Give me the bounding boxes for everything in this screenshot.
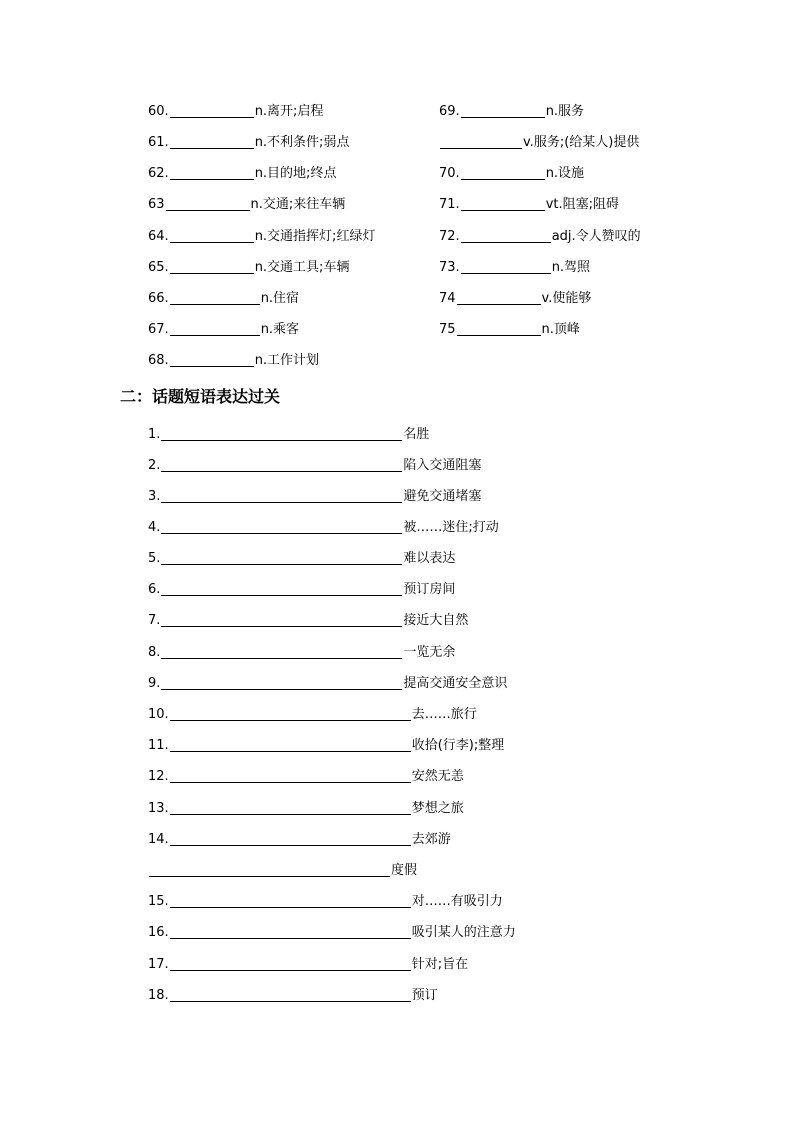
item-number: 65. (148, 260, 169, 275)
phrase-item-13 (148, 800, 464, 818)
answer-blank[interactable] (170, 769, 411, 783)
item-number: 7. (148, 613, 161, 628)
vocab-item-61 (148, 134, 349, 152)
answer-blank[interactable] (166, 197, 250, 211)
answer-blank[interactable] (161, 520, 402, 534)
item-number: 71. (439, 197, 460, 212)
vocab-item-68 (148, 352, 319, 370)
answer-blank[interactable] (461, 229, 551, 243)
item-number: 3. (148, 489, 161, 504)
item-meaning: 收拾(行李);整理 (411, 738, 505, 753)
vocab-item-69 (439, 103, 584, 121)
item-meaning: 陷入交通阻塞 (403, 458, 482, 473)
vocab-item-64 (148, 228, 375, 246)
item-number: 70. (439, 166, 460, 181)
item-number: 60. (148, 104, 169, 119)
phrase-item-9 (148, 675, 507, 693)
answer-blank[interactable] (149, 863, 390, 877)
item-number: 68. (148, 353, 169, 368)
answer-blank[interactable] (461, 260, 551, 274)
vocab-item-74 (439, 290, 591, 308)
phrase-item-3 (148, 488, 481, 506)
item-number: 11. (148, 738, 169, 753)
phrase-item-14 (148, 831, 451, 849)
answer-blank[interactable] (170, 166, 254, 180)
item-meaning: 接近大自然 (403, 613, 469, 628)
phrase-item-7 (148, 612, 468, 630)
phrase-item-12 (148, 768, 464, 786)
answer-blank[interactable] (461, 197, 545, 211)
item-meaning: 去……旅行 (411, 707, 477, 722)
section-title: 二：话题短语表达过关 (120, 387, 281, 406)
item-number: 75 (439, 322, 456, 337)
item-number: 5. (148, 551, 161, 566)
phrase-item-17 (148, 956, 468, 974)
item-number: 66. (148, 291, 169, 306)
phrase-item-16 (148, 924, 516, 942)
answer-blank[interactable] (457, 322, 541, 336)
item-meaning: n.住宿 (260, 291, 300, 306)
item-meaning: 去郊游 (411, 832, 451, 847)
phrase-item-14b (148, 862, 417, 880)
item-number: 62. (148, 166, 169, 181)
phrase-item-8 (148, 644, 455, 662)
vocab-item-69-verb (439, 134, 639, 152)
answer-blank[interactable] (161, 489, 402, 503)
answer-blank[interactable] (170, 104, 254, 118)
item-meaning: 提高交通安全意识 (403, 676, 508, 691)
item-meaning: n.交通工具;车辆 (254, 260, 350, 275)
item-meaning: 度假 (391, 863, 418, 878)
item-meaning: 对……有吸引力 (411, 894, 503, 909)
answer-blank[interactable] (161, 645, 402, 659)
phrase-item-11 (148, 737, 504, 755)
item-meaning: 预订 (411, 988, 438, 1003)
item-number: 15. (148, 894, 169, 909)
item-number: 74 (439, 291, 456, 306)
item-number: 12. (148, 769, 169, 784)
vocab-item-71 (439, 196, 619, 214)
phrase-item-1 (148, 426, 429, 444)
item-meaning: n.目的地;终点 (254, 166, 337, 181)
phrase-item-10 (148, 706, 477, 724)
vocab-item-60 (148, 103, 323, 121)
answer-blank[interactable] (170, 260, 254, 274)
phrase-item-5 (148, 550, 455, 568)
vocab-item-75 (439, 321, 580, 339)
answer-blank[interactable] (170, 135, 254, 149)
answer-blank[interactable] (461, 104, 545, 118)
item-number: 9. (148, 676, 161, 691)
item-meaning: 吸引某人的注意力 (411, 925, 516, 940)
item-number: 18. (148, 988, 169, 1003)
vocab-item-70 (439, 165, 584, 183)
item-meaning: n.顶峰 (541, 322, 580, 337)
answer-blank[interactable] (170, 832, 411, 846)
item-meaning: n.工作计划 (254, 353, 320, 368)
item-number: 64. (148, 229, 169, 244)
item-number: 67. (148, 322, 169, 337)
vocab-item-73 (439, 259, 590, 277)
item-number: 6. (148, 582, 161, 597)
item-number: 73. (439, 260, 460, 275)
item-number: 13. (148, 801, 169, 816)
answer-blank[interactable] (170, 229, 254, 243)
item-number: 72. (439, 229, 460, 244)
item-meaning: n.不利条件;弱点 (254, 135, 350, 150)
item-number: 14. (148, 832, 169, 847)
vocab-item-65 (148, 259, 349, 277)
answer-blank[interactable] (161, 676, 402, 690)
answer-blank[interactable] (161, 458, 402, 472)
vocab-item-62 (148, 165, 336, 183)
answer-blank[interactable] (170, 738, 411, 752)
phrase-item-18 (148, 987, 438, 1005)
item-meaning: v.使能够 (541, 291, 592, 306)
item-meaning: n.离开;启程 (254, 104, 324, 119)
item-meaning: n.交通;来往车辆 (250, 197, 346, 212)
item-number: 8. (148, 645, 161, 660)
phrase-item-6 (148, 581, 455, 599)
item-number: 16. (148, 925, 169, 940)
item-meaning: vt.阻塞;阻碍 (545, 197, 619, 212)
vocab-item-66 (148, 290, 299, 308)
item-meaning: n.驾照 (551, 260, 591, 275)
answer-blank[interactable] (461, 166, 545, 180)
item-meaning: n.服务 (545, 104, 585, 119)
answer-blank[interactable] (170, 925, 411, 939)
item-meaning: 被……迷住;打动 (403, 520, 499, 535)
item-meaning: v.服务;(给某人)提供 (523, 135, 640, 150)
answer-blank[interactable] (170, 291, 260, 305)
vocab-item-72 (439, 228, 641, 246)
item-number: 69. (439, 104, 460, 119)
item-meaning: n.乘客 (260, 322, 300, 337)
item-meaning: 难以表达 (403, 551, 456, 566)
answer-blank[interactable] (161, 427, 402, 441)
answer-blank[interactable] (170, 894, 411, 908)
phrase-item-15 (148, 893, 503, 911)
answer-blank[interactable] (161, 613, 402, 627)
vocab-item-67 (148, 321, 299, 339)
answer-blank[interactable] (457, 291, 541, 305)
answer-blank[interactable] (440, 135, 522, 149)
answer-blank[interactable] (170, 801, 411, 815)
item-number: 1. (148, 427, 161, 442)
item-number: 10. (148, 707, 169, 722)
answer-blank[interactable] (170, 957, 411, 971)
item-meaning: adj.令人赞叹的 (551, 229, 641, 244)
item-meaning: 安然无恙 (411, 769, 464, 784)
answer-blank[interactable] (170, 353, 254, 367)
item-meaning: n.交通指挥灯;红绿灯 (254, 229, 376, 244)
item-number: 61. (148, 135, 169, 150)
item-meaning: n.设施 (545, 166, 585, 181)
vocab-item-63 (148, 196, 345, 214)
item-meaning: 避免交通堵塞 (403, 489, 482, 504)
item-meaning: 名胜 (403, 427, 430, 442)
answer-blank[interactable] (161, 582, 402, 596)
item-number: 63 (148, 197, 165, 212)
answer-blank[interactable] (170, 322, 260, 336)
phrase-item-4 (148, 519, 499, 537)
item-meaning: 梦想之旅 (411, 801, 464, 816)
answer-blank[interactable] (170, 707, 411, 721)
answer-blank[interactable] (161, 551, 402, 565)
item-number: 17. (148, 957, 169, 972)
item-number: 2. (148, 458, 161, 473)
item-meaning: 一览无余 (403, 645, 456, 660)
phrase-item-2 (148, 457, 481, 475)
item-number: 4. (148, 520, 161, 535)
item-meaning: 针对;旨在 (411, 957, 469, 972)
item-meaning: 预订房间 (403, 582, 456, 597)
answer-blank[interactable] (170, 988, 411, 1002)
